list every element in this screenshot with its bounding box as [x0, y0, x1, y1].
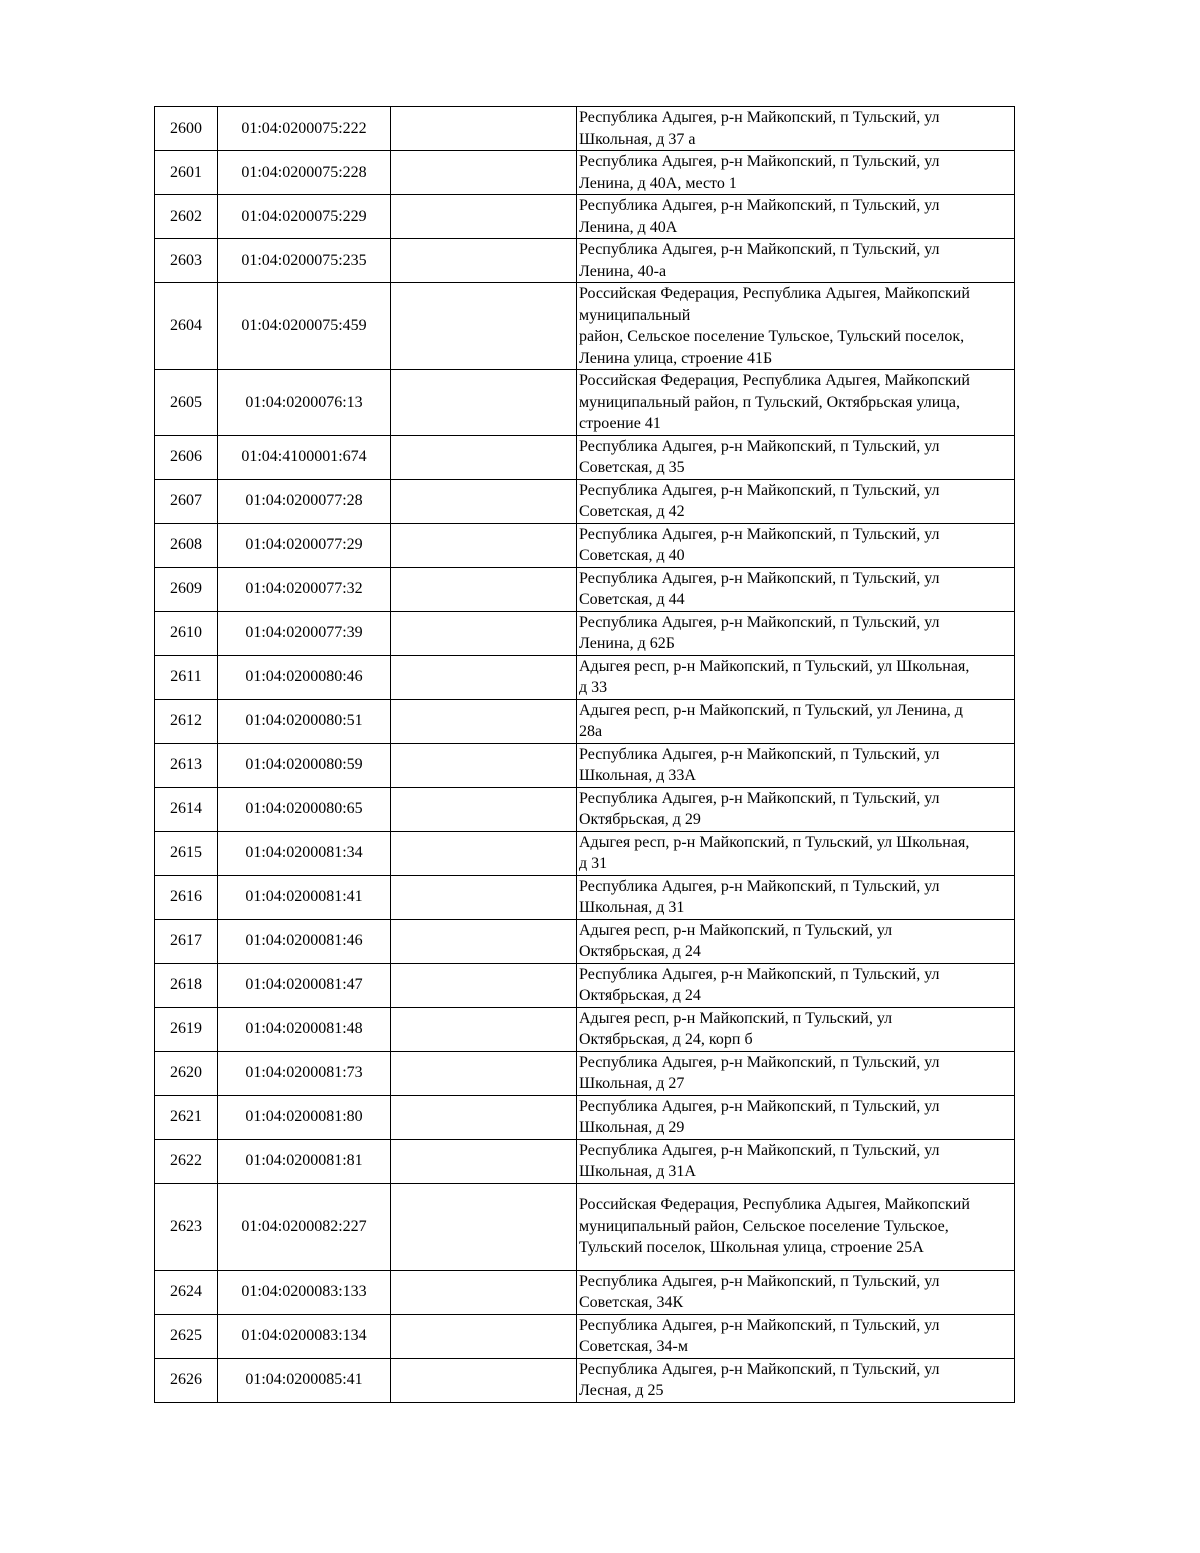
- address-cell: Республика Адыгея, р-н Майкопский, п Тульский, ул Советская, д 44: [577, 567, 1015, 611]
- note-cell: [391, 1139, 577, 1183]
- cadastral-number-cell: 01:04:0200077:32: [218, 567, 391, 611]
- cadastral-number-cell: 01:04:0200077:28: [218, 479, 391, 523]
- address-cell: Адыгея респ, р-н Майкопский, п Тульский, ул Октябрьская, д 24: [577, 919, 1015, 963]
- note-cell: [391, 1095, 577, 1139]
- address-cell: Республика Адыгея, р-н Майкопский, п Тульский, ул Ленина, д 62Б: [577, 611, 1015, 655]
- address-cell: Республика Адыгея, р-н Майкопский, п Тульский, ул Школьная, д 29: [577, 1095, 1015, 1139]
- note-cell: [391, 611, 577, 655]
- row-number-cell: 2607: [155, 479, 218, 523]
- cadastral-number-cell: 01:04:4100001:674: [218, 435, 391, 479]
- table-row: [155, 1314, 1015, 1358]
- row-number-cell: 2624: [155, 1270, 218, 1314]
- table-row: [155, 370, 1015, 436]
- note-cell: [391, 1051, 577, 1095]
- row-number-cell: 2625: [155, 1314, 218, 1358]
- property-registry-table: [154, 106, 1015, 1403]
- table-row: [155, 1270, 1015, 1314]
- address-cell: Адыгея респ, р-н Майкопский, п Тульский, ул Школьная, д 33: [577, 655, 1015, 699]
- row-number-cell: 2608: [155, 523, 218, 567]
- address-cell: Республика Адыгея, р-н Майкопский, п Тульский, ул Октябрьская, д 29: [577, 787, 1015, 831]
- row-number-cell: 2626: [155, 1358, 218, 1402]
- row-number-cell: 2623: [155, 1183, 218, 1270]
- note-cell: [391, 699, 577, 743]
- note-cell: [391, 195, 577, 239]
- table-row: [155, 831, 1015, 875]
- table-row: [155, 283, 1015, 370]
- address-cell: Республика Адыгея, р-н Майкопский, п Тульский, ул Ленина, д 40А, место 1: [577, 151, 1015, 195]
- note-cell: [391, 107, 577, 151]
- table-row: [155, 1183, 1015, 1270]
- address-cell: Республика Адыгея, р-н Майкопский, п Тульский, ул Советская, д 35: [577, 435, 1015, 479]
- note-cell: [391, 151, 577, 195]
- row-number-cell: 2616: [155, 875, 218, 919]
- address-cell: Республика Адыгея, р-н Майкопский, п Тульский, ул Ленина, д 40А: [577, 195, 1015, 239]
- row-number-cell: 2613: [155, 743, 218, 787]
- address-cell: Республика Адыгея, р-н Майкопский, п Тульский, ул Октябрьская, д 24: [577, 963, 1015, 1007]
- row-number-cell: 2621: [155, 1095, 218, 1139]
- note-cell: [391, 567, 577, 611]
- cadastral-number-cell: 01:04:0200081:47: [218, 963, 391, 1007]
- note-cell: [391, 283, 577, 370]
- row-number-cell: 2605: [155, 370, 218, 436]
- note-cell: [391, 435, 577, 479]
- cadastral-number-cell: 01:04:0200081:73: [218, 1051, 391, 1095]
- cadastral-number-cell: 01:04:0200081:81: [218, 1139, 391, 1183]
- note-cell: [391, 479, 577, 523]
- row-number-cell: 2602: [155, 195, 218, 239]
- address-cell: Республика Адыгея, р-н Майкопский, п Тульский, ул Школьная, д 27: [577, 1051, 1015, 1095]
- note-cell: [391, 655, 577, 699]
- cadastral-number-cell: 01:04:0200075:459: [218, 283, 391, 370]
- table-row: [155, 1007, 1015, 1051]
- row-number-cell: 2600: [155, 107, 218, 151]
- cadastral-number-cell: 01:04:0200083:133: [218, 1270, 391, 1314]
- row-number-cell: 2611: [155, 655, 218, 699]
- address-cell: Республика Адыгея, р-н Майкопский, п Тульский, ул Школьная, д 33А: [577, 743, 1015, 787]
- table-row: [155, 919, 1015, 963]
- address-cell: Республика Адыгея, р-н Майкопский, п Тульский, ул Школьная, д 31: [577, 875, 1015, 919]
- address-cell: Республика Адыгея, р-н Майкопский, п Тульский, ул Советская, д 42: [577, 479, 1015, 523]
- cadastral-number-cell: 01:04:0200080:59: [218, 743, 391, 787]
- cadastral-number-cell: 01:04:0200075:228: [218, 151, 391, 195]
- cadastral-number-cell: 01:04:0200081:46: [218, 919, 391, 963]
- note-cell: [391, 1183, 577, 1270]
- address-cell: Российская Федерация, Республика Адыгея, Майкопский муниципальный район, Сельское поселение Тульское, Тульский поселок, Ленина улица, строение 41Б: [577, 283, 1015, 370]
- note-cell: [391, 787, 577, 831]
- note-cell: [391, 239, 577, 283]
- table-row: [155, 611, 1015, 655]
- table-row: [155, 107, 1015, 151]
- cadastral-number-cell: 01:04:0200075:235: [218, 239, 391, 283]
- row-number-cell: 2614: [155, 787, 218, 831]
- address-cell: Республика Адыгея, р-н Майкопский, п Тульский, ул Ленина, 40-а: [577, 239, 1015, 283]
- note-cell: [391, 919, 577, 963]
- cadastral-number-cell: 01:04:0200080:46: [218, 655, 391, 699]
- table-row: [155, 239, 1015, 283]
- table-row: [155, 743, 1015, 787]
- row-number-cell: 2601: [155, 151, 218, 195]
- row-number-cell: 2603: [155, 239, 218, 283]
- table-row: [155, 1051, 1015, 1095]
- registry-table-body: [155, 107, 1015, 1403]
- cadastral-number-cell: 01:04:0200077:39: [218, 611, 391, 655]
- cadastral-number-cell: 01:04:0200083:134: [218, 1314, 391, 1358]
- table-row: [155, 195, 1015, 239]
- table-row: [155, 699, 1015, 743]
- row-number-cell: 2604: [155, 283, 218, 370]
- row-number-cell: 2619: [155, 1007, 218, 1051]
- address-cell: Адыгея респ, р-н Майкопский, п Тульский, ул Ленина, д 28а: [577, 699, 1015, 743]
- note-cell: [391, 370, 577, 436]
- address-cell: Республика Адыгея, р-н Майкопский, п Тульский, ул Школьная, д 31А: [577, 1139, 1015, 1183]
- note-cell: [391, 963, 577, 1007]
- row-number-cell: 2609: [155, 567, 218, 611]
- table-row: [155, 151, 1015, 195]
- cadastral-number-cell: 01:04:0200077:29: [218, 523, 391, 567]
- row-number-cell: 2620: [155, 1051, 218, 1095]
- note-cell: [391, 1270, 577, 1314]
- note-cell: [391, 1314, 577, 1358]
- cadastral-number-cell: 01:04:0200075:229: [218, 195, 391, 239]
- cadastral-number-cell: 01:04:0200081:41: [218, 875, 391, 919]
- cadastral-number-cell: 01:04:0200081:80: [218, 1095, 391, 1139]
- table-row: [155, 655, 1015, 699]
- note-cell: [391, 875, 577, 919]
- cadastral-number-cell: 01:04:0200080:65: [218, 787, 391, 831]
- address-cell: Адыгея респ, р-н Майкопский, п Тульский, ул Школьная, д 31: [577, 831, 1015, 875]
- table-row: [155, 567, 1015, 611]
- table-row: [155, 1095, 1015, 1139]
- cadastral-number-cell: 01:04:0200081:48: [218, 1007, 391, 1051]
- note-cell: [391, 523, 577, 567]
- address-cell: Республика Адыгея, р-н Майкопский, п Тульский, ул Школьная, д 37 а: [577, 107, 1015, 151]
- address-cell: Республика Адыгея, р-н Майкопский, п Тульский, ул Лесная, д 25: [577, 1358, 1015, 1402]
- row-number-cell: 2618: [155, 963, 218, 1007]
- table-row: [155, 875, 1015, 919]
- note-cell: [391, 831, 577, 875]
- table-row: [155, 523, 1015, 567]
- address-cell: Республика Адыгея, р-н Майкопский, п Тульский, ул Советская, д 40: [577, 523, 1015, 567]
- table-row: [155, 479, 1015, 523]
- table-row: [155, 1139, 1015, 1183]
- cadastral-number-cell: 01:04:0200076:13: [218, 370, 391, 436]
- note-cell: [391, 743, 577, 787]
- address-cell: Республика Адыгея, р-н Майкопский, п Тульский, ул Советская, 34-м: [577, 1314, 1015, 1358]
- note-cell: [391, 1358, 577, 1402]
- address-cell: Республика Адыгея, р-н Майкопский, п Тульский, ул Советская, 34К: [577, 1270, 1015, 1314]
- address-cell: Российская Федерация, Республика Адыгея, Майкопский муниципальный район, п Тульский, Октябрьская улица, строение 41: [577, 370, 1015, 436]
- cadastral-number-cell: 01:04:0200082:227: [218, 1183, 391, 1270]
- table-row: [155, 787, 1015, 831]
- row-number-cell: 2606: [155, 435, 218, 479]
- cadastral-number-cell: 01:04:0200081:34: [218, 831, 391, 875]
- table-row: [155, 435, 1015, 479]
- address-cell: Адыгея респ, р-н Майкопский, п Тульский, ул Октябрьская, д 24, корп б: [577, 1007, 1015, 1051]
- cadastral-number-cell: 01:04:0200075:222: [218, 107, 391, 151]
- row-number-cell: 2617: [155, 919, 218, 963]
- table-row: [155, 963, 1015, 1007]
- address-cell: Российская Федерация, Республика Адыгея, Майкопский муниципальный район, Сельское поселение Тульское, Тульский поселок, Школьная улица, строение 25А: [577, 1183, 1015, 1270]
- note-cell: [391, 1007, 577, 1051]
- cadastral-number-cell: 01:04:0200085:41: [218, 1358, 391, 1402]
- table-row: [155, 1358, 1015, 1402]
- row-number-cell: 2622: [155, 1139, 218, 1183]
- row-number-cell: 2612: [155, 699, 218, 743]
- row-number-cell: 2615: [155, 831, 218, 875]
- row-number-cell: 2610: [155, 611, 218, 655]
- cadastral-number-cell: 01:04:0200080:51: [218, 699, 391, 743]
